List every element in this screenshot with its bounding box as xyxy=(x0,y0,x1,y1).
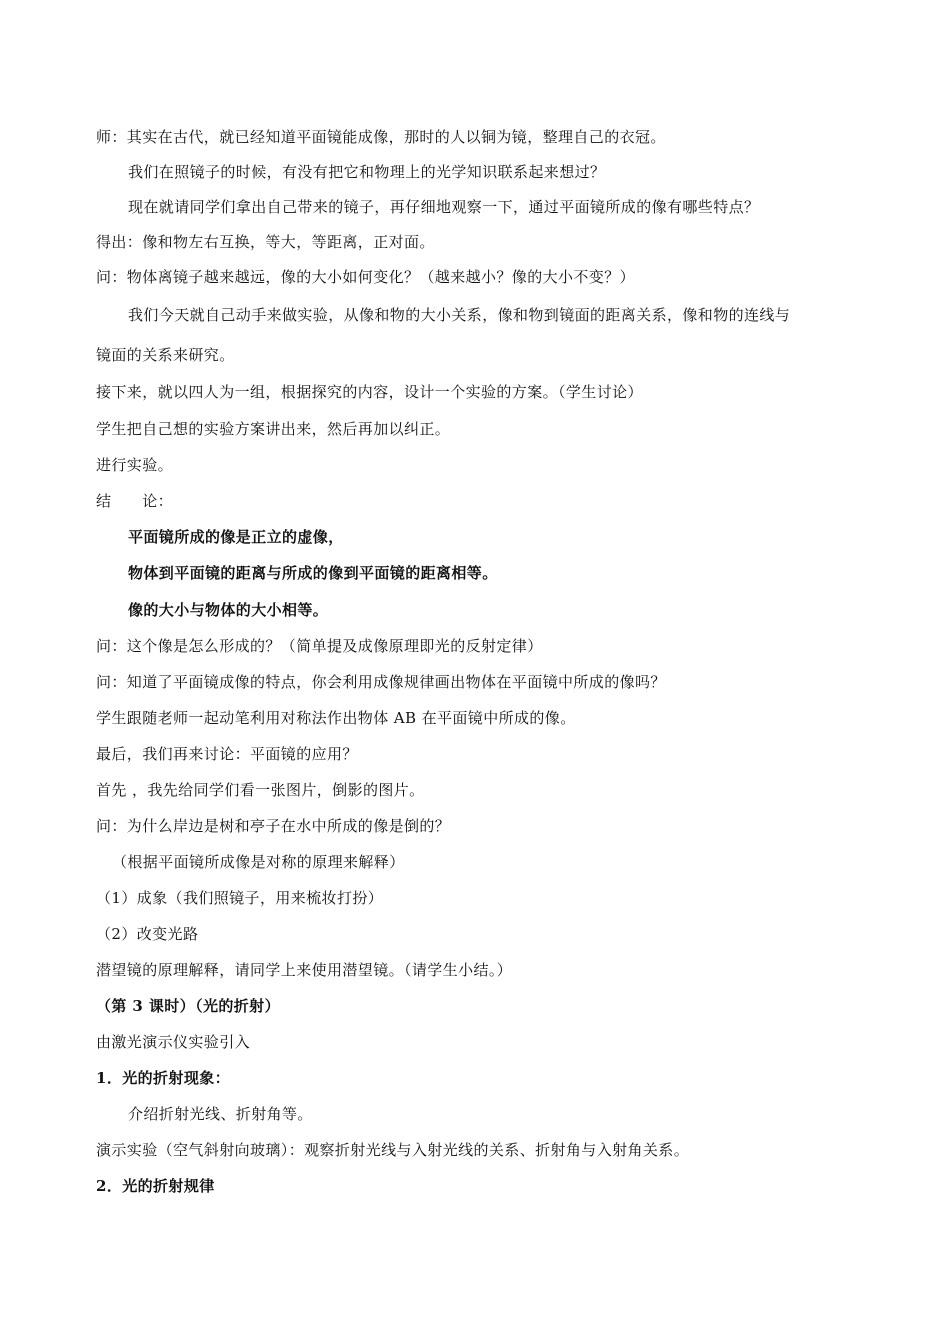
heading-lesson-3: （第 3 课时）（光的折射） xyxy=(96,997,280,1015)
paragraph-symmetry-explain: （根据平面镜所成像是对称的原理来解释） xyxy=(112,853,405,871)
paragraph-group-design: 接下来，就以四人为一组，根据探究的内容，设计一个实验的方案。（学生讨论） xyxy=(96,383,643,401)
paragraph-observe-mirror: 现在就请同学们拿出自己带来的镜子，再仔细地观察一下，通过平面镜所成的像有哪些特点？ xyxy=(128,198,760,216)
paragraph-teacher-ancient: 师：其实在古代，就已经知道平面镜能成像，那时的人以铜为镜，整理自己的衣冠。 xyxy=(96,128,666,146)
conclusion-virtual-image: 平面镜所成的像是正立的虚像， xyxy=(128,528,344,546)
heading-refraction-law: 2．光的折射规律 xyxy=(96,1177,215,1195)
heading-refraction-phenomenon: 1．光的折射现象： xyxy=(96,1069,231,1087)
paragraph-question-draw: 问：知道了平面镜成像的特点，你会利用成像规律画出物体在平面镜中所成的像吗？ xyxy=(96,673,666,691)
list-item-imaging: （1）成象（我们照镜子，用来梳妆打扮） xyxy=(96,889,384,907)
paragraph-question-formation: 问：这个像是怎么形成的？（简单提及成像原理即光的反射定律） xyxy=(96,637,543,655)
paragraph-applications: 最后，我们再来讨论：平面镜的应用？ xyxy=(96,745,358,763)
heading-conclusion: 结 论： xyxy=(96,492,174,510)
paragraph-demo-experiment: 演示实验（空气斜射向玻璃）：观察折射光线与入射光线的关系、折射角与入射角关系。 xyxy=(96,1141,690,1159)
paragraph-question-inverted: 问：为什么岸边是树和亭子在水中所成的像是倒的？ xyxy=(96,817,451,835)
paragraph-show-picture: 首先 ，我先给同学们看一张图片，倒影的图片。 xyxy=(96,781,425,799)
paragraph-periscope: 潜望镜的原理解释，请同学上来使用潜望镜。（请学生小结。） xyxy=(96,961,513,979)
paragraph-introduce-refraction: 介绍折射光线、折射角等。 xyxy=(128,1105,313,1123)
paragraph-student-plan: 学生把自己想的实验方案讲出来，然后再加以纠正。 xyxy=(96,420,451,438)
paragraph-question-distance: 问：物体离镜子越来越远，像的大小如何变化？（越来越小？像的大小不变？） xyxy=(96,268,636,286)
conclusion-equal-size: 像的大小与物体的大小相等。 xyxy=(128,601,329,619)
paragraph-experiment-intro-cont: 镜面的关系来研究。 xyxy=(96,346,235,364)
paragraph-result: 得出：像和物左右互换，等大，等距离，正对面。 xyxy=(96,233,435,251)
paragraph-laser-intro: 由激光演示仪实验引入 xyxy=(96,1033,251,1051)
paragraph-experiment-intro: 我们今天就自己动手来做实验，从像和物的大小关系，像和物到镜面的距离关系，像和物的连线与 xyxy=(128,306,791,324)
paragraph-symmetry-method: 学生跟随老师一起动笔利用对称法作出物体 AB 在平面镜中所成的像。 xyxy=(96,709,576,727)
paragraph-mirror-question: 我们在照镜子的时候，有没有把它和物理上的光学知识联系起来想过？ xyxy=(128,163,606,181)
list-item-change-path: （2）改变光路 xyxy=(96,925,199,943)
paragraph-do-experiment: 进行实验。 xyxy=(96,456,174,474)
conclusion-equal-distance: 物体到平面镜的距离与所成的像到平面镜的距离相等。 xyxy=(128,564,498,582)
